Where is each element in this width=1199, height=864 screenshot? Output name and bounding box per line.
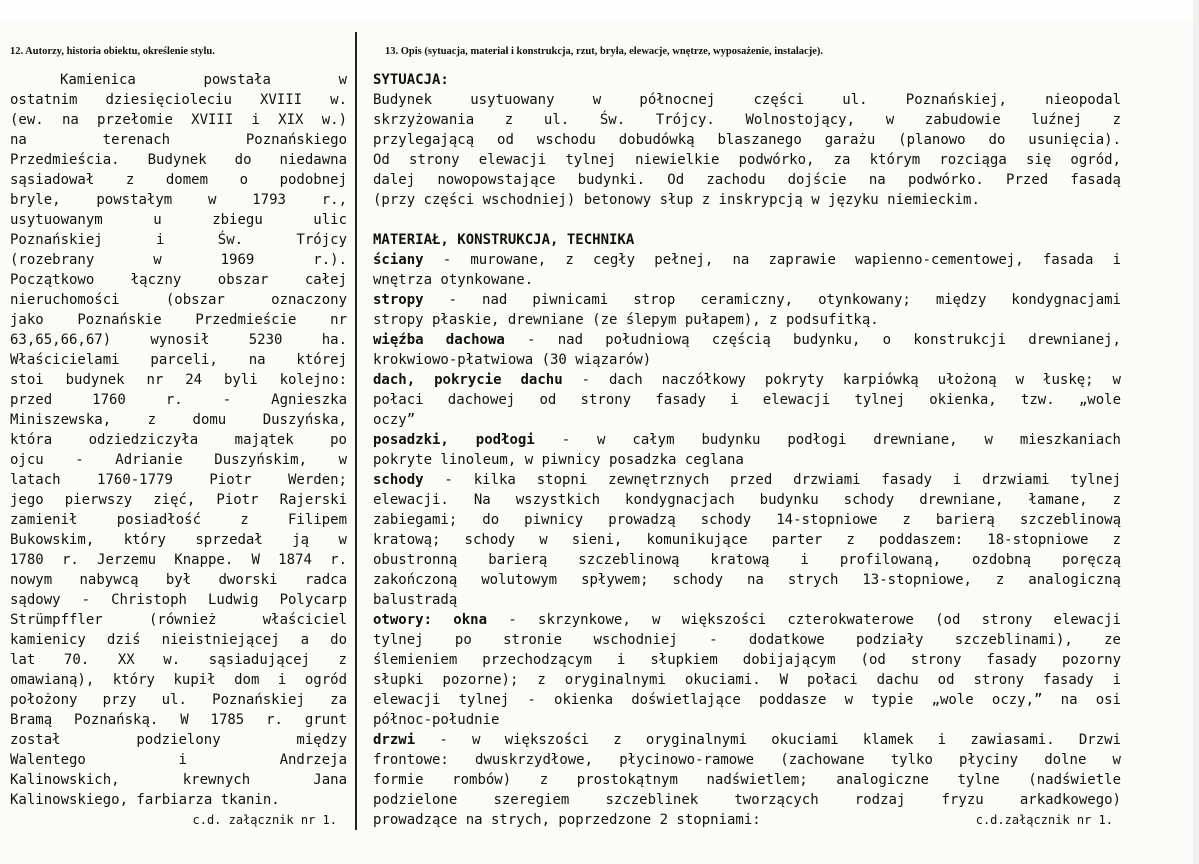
material-text-line: [373, 730, 1121, 750]
material-description: pokryte linoleum, w piwnicy posadzka ceglana: [373, 452, 744, 468]
history-text-line: Miniszewska, z domu Duszyńska,: [10, 412, 347, 428]
material-description: - nad piwnicami strop ceramiczny, otynkowany; między kondygnacjami: [423, 292, 1121, 308]
material-term: więźba dachowa: [373, 332, 505, 348]
history-text-line: 1780 r. Jerzemu Knappe. W 1874 r.: [10, 552, 347, 568]
material-term: ściany: [373, 252, 424, 268]
history-text-line: Bukowskim, który sprzedał ją w: [10, 532, 347, 548]
material-text-line: [373, 670, 1121, 690]
material-description: - kilka stopni zewnętrznych przed drzwiami fasady i drzwiami tylnej: [423, 472, 1121, 488]
material-text-line: [373, 770, 1121, 790]
history-text-line: latach 1760-1779 Piotr Werden;: [10, 472, 347, 488]
history-text-line: 63,65,66,67) wynosił 5230 ha.: [10, 332, 347, 348]
material-text-line: [373, 330, 1121, 350]
history-text-line: Kalinowskiego, farbiarza tkanin.: [10, 792, 280, 808]
left-column-header: 12. Autorzy, historia obiektu, określenie stylu.: [10, 46, 215, 57]
scan-top-border: [0, 0, 1199, 20]
material-description: prowadzące na strych, poprzedzone 2 stopniami:: [373, 812, 761, 828]
material-text-line: [373, 530, 1121, 550]
sytuacja-heading: SYTUACJA:: [373, 72, 449, 88]
material-description: - nad południową częścią budynku, o konstrukcji drewnianej,: [504, 332, 1121, 348]
history-text-line: Bramą Poznańską. W 1785 r. grunt: [10, 712, 347, 728]
history-text-line: Poznańskiej i Św. Trójcy: [10, 232, 347, 248]
material-text-line: [373, 470, 1121, 490]
material-text-line: [373, 350, 1121, 370]
material-text-line: [373, 270, 1121, 290]
material-text-line: [373, 510, 1121, 530]
material-description: formie rombów) z prostokątnym nadświetlem; analogiczne tylne (nadświetle: [373, 772, 1121, 788]
sytuacja-text-line: (przy części wschodniej) betonowy słup z inskrypcją w języku niemieckim.: [373, 192, 980, 208]
history-text-line: zamienił posiadłość z Filipem: [10, 512, 347, 528]
history-text-line: Walentego i Andrzeja: [10, 752, 347, 768]
history-text-line: jako Poznańskie Przedmieście nr: [10, 312, 347, 328]
material-description: - skrzynkowe, w większości czterokwaterowe (od strony elewacji: [487, 612, 1121, 628]
material-text-line: [373, 370, 1121, 390]
history-column: [10, 70, 347, 830]
right-column-header: 13. Opis (sytuacja, materiał i konstrukcja, rzut, bryła, elewacje, wnętrze, wyposażenie, instalacje).: [385, 46, 824, 57]
material-description: ślemieniem przechodzącym i słupkiem dobijającym (od strony fasady pozorny: [373, 652, 1121, 668]
material-text-line: [373, 570, 1121, 590]
material-text-line: [373, 250, 1121, 270]
material-text-line: [373, 290, 1121, 310]
history-text-line: Kalinowskich, krewnych Jana: [10, 772, 347, 788]
column-divider: [355, 32, 357, 830]
material-term: otwory: okna: [373, 612, 488, 628]
material-text-line: [373, 630, 1121, 650]
material-text-line: [373, 410, 1121, 430]
material-description: oczy”: [373, 412, 416, 428]
history-text-line: położony przy ul. Poznańskiej za: [10, 692, 347, 708]
material-term: drzwi: [373, 732, 416, 748]
material-text-line: [373, 750, 1121, 770]
sytuacja-text-line: Od strony elewacji tylnej niewielkie podwórko, za którym rozciąga się ogród,: [373, 152, 1121, 168]
history-text-line: Właścicielami parceli, na której: [10, 352, 347, 368]
history-text-line: Przedmieścia. Budynek do niedawna: [10, 152, 347, 168]
history-text-line: stoi budynek nr 24 byli kolejno:: [10, 372, 347, 388]
material-text-line: [373, 610, 1121, 630]
history-text-line: sąsiadował z domem o podobnej: [10, 172, 347, 188]
sytuacja-text-line: skrzyżowania z ul. Św. Trójcy. Wolnostojący, w zabudowie luźnej z: [373, 112, 1121, 128]
material-heading: MATERIAŁ, KONSTRUKCJA, TECHNIKA: [373, 232, 635, 248]
history-text-line: na terenach Poznańskiego: [10, 132, 347, 148]
history-text-line: (rozebrany w 1969 r.).: [10, 252, 347, 268]
history-text-line: nieruchomości (obszar oznaczony: [10, 292, 347, 308]
material-description: balustradą: [373, 592, 458, 608]
history-text-line: ostatnim dziesięcioleciu XVIII w.: [10, 92, 347, 108]
material-text-line: [373, 490, 1121, 510]
history-text-line: lat 70. XX w. sąsiadującej z: [10, 652, 347, 668]
history-text-line: omawianą), który kupił dom i ogród: [10, 672, 347, 688]
material-text-line: [373, 590, 1121, 610]
section-spacer: [373, 210, 1121, 230]
material-text-line: [373, 810, 1121, 830]
material-text-line: [373, 310, 1121, 330]
material-text-line: [373, 650, 1121, 670]
material-text-line: [373, 690, 1121, 710]
material-description: wnętrza otynkowane.: [373, 272, 534, 288]
material-text-line: [373, 450, 1121, 470]
history-text-line: został podzielony między: [10, 732, 347, 748]
material-description: podzielone szeregiem szczeblinek tworzących rodzaj fryzu arkadkowego): [373, 792, 1121, 808]
material-description: - murowane, z cegły pełnej, na zaprawie wapienno-cementowej, fasada i: [423, 252, 1121, 268]
material-description: - dach naczółkowy pokryty karpiówką ułożoną w łuskę; w: [562, 372, 1121, 388]
material-text-line: [373, 790, 1121, 810]
material-text-line: [373, 430, 1121, 450]
material-text-line: [373, 710, 1121, 730]
material-description: stropy płaskie, drewniane (ze ślepym pułapem), z podsufitką.: [373, 312, 879, 328]
description-column: [373, 70, 1121, 830]
material-description: obustronną barierą szczeblinową kratową i profilowaną, ozdobną poręczą: [373, 552, 1121, 568]
history-text-line: Strümpffler (również właściciel: [10, 612, 347, 628]
history-text-line: usytuowanym u zbiegu ulic: [10, 212, 347, 228]
material-description: elewacji tylnej - okienka doświetlające poddasze w typie „wole oczy,” na osi: [373, 692, 1121, 708]
material-term: stropy: [373, 292, 424, 308]
material-description: zabiegami; do piwnicy prowadzą schody 14-stopniowe z barierą szczeblinową: [373, 512, 1121, 528]
sytuacja-text-line: przylegającą od wschodu dobudówką blaszanego garażu (planowo do usunięcia).: [373, 132, 1121, 148]
history-text-line: Kamienica powstała w: [60, 72, 347, 88]
history-text-line: nowym nabywcą był dworski radca: [10, 572, 347, 588]
material-description: krokwiowo-płatwiowa (30 wiązarów): [373, 352, 652, 368]
history-text-line: sądowy - Christoph Ludwig Polycarp: [10, 592, 347, 608]
material-description: połaci dachowej od strony fasady i elewacji tylnej okienka, tzw. „wole: [373, 392, 1121, 408]
history-continuation-note: c.d. załącznik nr 1.: [192, 813, 337, 827]
history-text-line: Początkowo łączny obszar całej: [10, 272, 347, 288]
material-text-line: [373, 390, 1121, 410]
history-text-line: przed 1760 r. - Agnieszka: [10, 392, 347, 408]
history-text-line: ojcu - Adrianie Duszyńskim, w: [10, 452, 347, 468]
material-term: schody: [373, 472, 424, 488]
history-text-line: jego pierwszy zięć, Piotr Rajerski: [10, 492, 347, 508]
history-text-line: która odziedziczyła majątek po: [10, 432, 347, 448]
history-text-line: kamienicy dziś nieistniejącej a do: [10, 632, 347, 648]
sytuacja-text-line: Budynek usytuowany w północnej części ul. Poznańskiej, nieopodal: [373, 92, 1121, 108]
history-text-line: (ew. na przełomie XVIII i XIX w.): [10, 112, 347, 128]
material-description: zakończoną wolutowym spływem; schody na strych 13-stopniowe, z analogiczną: [373, 572, 1121, 588]
material-description: - w całym budynku podłogi drewniane, w mieszkaniach: [534, 432, 1121, 448]
material-description: frontowe: dwuskrzydłowe, płycinowo-ramowe (zachowane tylko płyciny dolne w: [373, 752, 1121, 768]
material-term: dach, pokrycie dachu: [373, 372, 563, 388]
description-continuation-note: c.d.załącznik nr 1.: [975, 813, 1113, 827]
scan-right-border: [1193, 0, 1199, 864]
material-description: kratową; schody w sieni, komunikujące parter z poddaszem: 18-stopniowe z: [373, 532, 1121, 548]
material-description: północ-południe: [373, 712, 500, 728]
history-text-line: bryle, powstałym w 1793 r.,: [10, 192, 347, 208]
sytuacja-text-line: dalej nowopowstające budynki. Od zachodu dojście na podwórko. Przed fasadą: [373, 172, 1121, 188]
material-description: słupki pozorne); z oryginalnymi okuciami. W połaci dachu od strony fasady i: [373, 672, 1121, 688]
material-description: tylnej po stronie wschodniej - dodatkowe podziały szczeblinami), ze: [373, 632, 1121, 648]
material-description: elewacji. Na wszystkich kondygnacjach budynku schody drewniane, łamane, z: [373, 492, 1121, 508]
material-term: posadzki, podłogi: [373, 432, 535, 448]
material-text-line: [373, 550, 1121, 570]
material-description: - w większości z oryginalnymi okuciami klamek i zawiasami. Drzwi: [415, 732, 1121, 748]
